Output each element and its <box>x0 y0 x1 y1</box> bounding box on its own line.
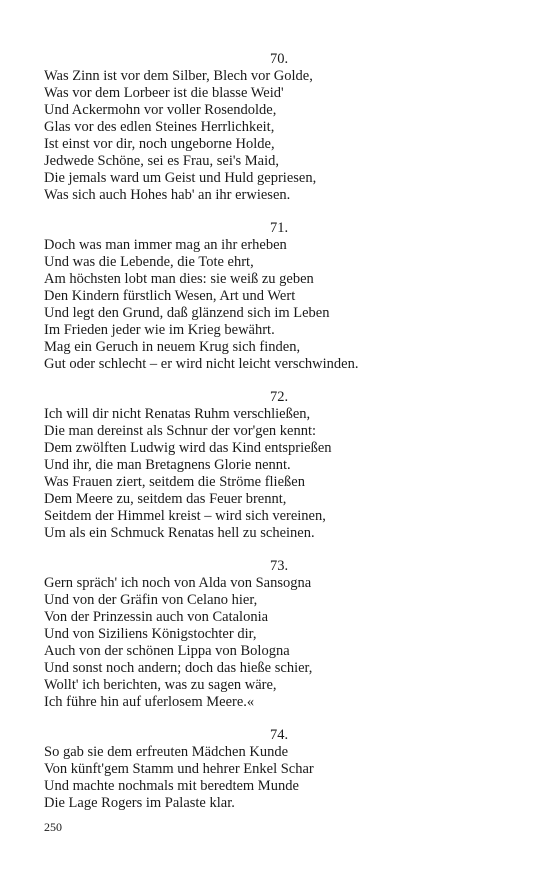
verse-line: Die man dereinst als Schnur der vor'gen kennt: <box>44 423 316 439</box>
verse-line: Die Lage Rogers im Palaste klar. <box>44 795 235 811</box>
verse-line: Ich will dir nicht Renatas Ruhm verschließen, <box>44 406 311 422</box>
verse-line: Glas vor des edlen Steines Herrlichkeit, <box>44 119 275 135</box>
verse-line: Gern spräch' ich noch von Alda von Sansogna <box>44 575 312 591</box>
verse-line: Mag ein Geruch in neuem Krug sich finden, <box>44 339 301 355</box>
verse-line: Dem zwölften Ludwig wird das Kind entsprießen <box>44 440 332 456</box>
verse-line: Und ihr, die man Bretagnens Glorie nennt. <box>44 457 291 473</box>
poem-text <box>44 51 514 828</box>
verse-line: Wollt' ich berichten, was zu sagen wäre, <box>44 677 277 693</box>
verse-line: Und von Siziliens Königstochter dir, <box>44 626 257 642</box>
verse-line: Um als ein Schmuck Renatas hell zu scheinen. <box>44 525 315 541</box>
stanza-74 <box>44 727 514 812</box>
verse-line: Die jemals ward um Geist und Huld gepriesen, <box>44 170 317 186</box>
stanza-number: 73. <box>269 558 289 574</box>
verse-line: Von der Prinzessin auch von Catalonia <box>44 609 269 625</box>
verse-line: Und machte nochmals mit beredtem Munde <box>44 778 299 794</box>
verse-line: Und von der Gräfin von Celano hier, <box>44 592 258 608</box>
verse-line: Doch was man immer mag an ihr erheben <box>44 237 287 253</box>
verse-line: Und legt den Grund, daß glänzend sich im Leben <box>44 305 330 321</box>
verse-line: Was sich auch Hohes hab' an ihr erwiesen. <box>44 187 291 203</box>
verse-line: Ist einst vor dir, noch ungeborne Holde, <box>44 136 275 152</box>
verse-line: Was vor dem Lorbeer ist die blasse Weid' <box>44 85 284 101</box>
verse-line: Und Ackermohn vor voller Rosendolde, <box>44 102 277 118</box>
verse-line: Ich führe hin auf uferlosem Meere.« <box>44 694 255 710</box>
verse-line: Am höchsten lobt man dies: sie weiß zu geben <box>44 271 314 287</box>
verse-line: Den Kindern fürstlich Wesen, Art und Wert <box>44 288 296 304</box>
verse-line: Gut oder schlecht – er wird nicht leicht verschwinden. <box>44 356 359 372</box>
verse-line: Und sonst noch andern; doch das hieße schier, <box>44 660 313 676</box>
verse-line: Im Frieden jeder wie im Krieg bewährt. <box>44 322 275 338</box>
verse-line: Auch von der schönen Lippa von Bologna <box>44 643 290 659</box>
stanza-71 <box>44 220 514 373</box>
verse-line: Was Frauen ziert, seitdem die Ströme fließen <box>44 474 305 490</box>
verse-line: Und was die Lebende, die Tote ehrt, <box>44 254 254 270</box>
stanza-number: 72. <box>269 389 289 405</box>
verse-line: Von künft'gem Stamm und hehrer Enkel Schar <box>44 761 314 777</box>
verse-line: Jedwede Schöne, sei es Frau, sei's Maid, <box>44 153 279 169</box>
verse-line: Was Zinn ist vor dem Silber, Blech vor Golde, <box>44 68 313 84</box>
stanza-72 <box>44 389 514 542</box>
verse-line: So gab sie dem erfreuten Mädchen Kunde <box>44 744 289 760</box>
verse-line: Seitdem der Himmel kreist – wird sich vereinen, <box>44 508 326 524</box>
stanza-number: 74. <box>269 727 289 743</box>
stanza-73 <box>44 558 514 711</box>
stanza-number: 70. <box>269 51 289 67</box>
page-number: 250 <box>44 820 62 834</box>
stanza-number: 71. <box>269 220 289 236</box>
verse-line: Dem Meere zu, seitdem das Feuer brennt, <box>44 491 287 507</box>
stanza-70 <box>44 51 514 204</box>
